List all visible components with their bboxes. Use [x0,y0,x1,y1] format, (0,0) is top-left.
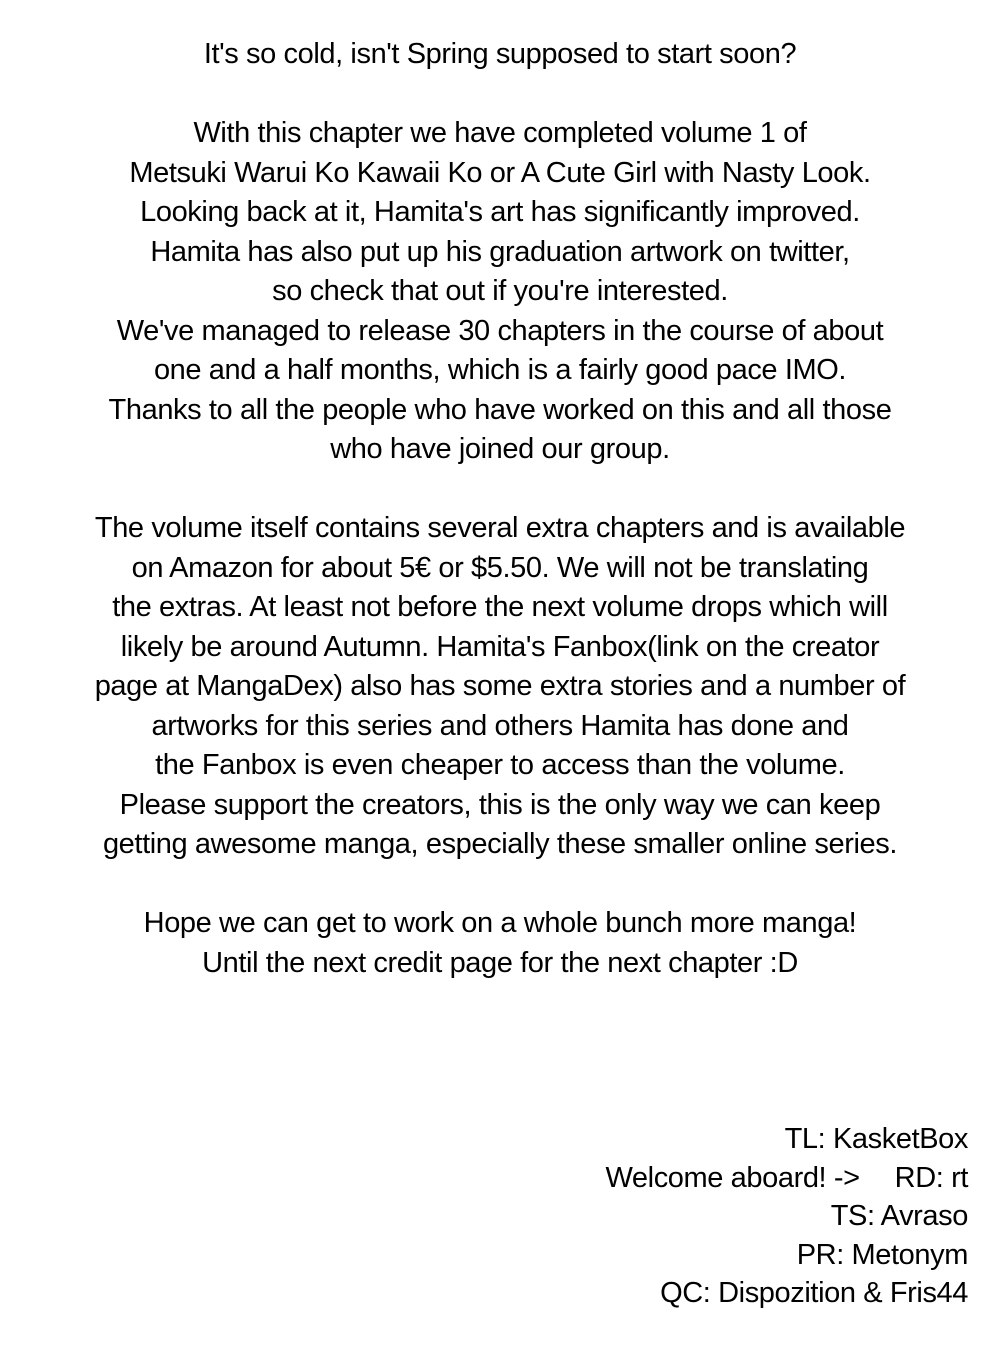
text-line: likely be around Autumn. Hamita's Fanbox(link on the creator [120,630,880,663]
credit-rd: RD: rt [894,1161,968,1194]
spacer [0,865,1000,905]
text-line: Hamita has also put up his graduation artwork on twitter, [150,235,850,268]
text-line: We've managed to release 30 chapters in the course of about [116,314,884,347]
text-line: the extras. At least not before the next volume drops which will [112,591,888,623]
text-line: The volume itself contains several extra chapters and is available [94,512,906,544]
text-line: so check that out if you're interested. [272,275,728,307]
closing-paragraph [0,904,1000,983]
text-line: who have joined our group. [330,433,670,465]
text-line: the Fanbox is even cheaper to access than the volume. [155,749,845,781]
text-line: Until the next credit page for the next chapter :D [202,946,798,979]
text-line: artworks for this series and others Hamita has done and [151,709,849,742]
credit-rd-line [605,1159,968,1198]
credit-tl: TL: KasketBox [784,1123,968,1155]
credit-qc: QC: Dispozition & Fris44 [660,1277,968,1309]
text-line: one and a half months, which is a fairly good pace IMO. [153,354,847,386]
spacer [0,75,1000,115]
support-paragraph [0,509,1000,865]
text-line: Looking back at it, Hamita's art has significantly improved. [140,196,860,228]
text-line: Please support the creators, this is the only way we can keep [119,788,881,821]
welcome-note: Welcome aboard! -> [605,1161,860,1194]
text-line: page at MangaDex) also has some extra stories and a number of [94,670,906,702]
credit-pr: PR: Metonym [796,1238,968,1271]
text-line: Thanks to all the people who have worked on this and all those [108,393,892,426]
credit-page-text [0,35,1000,983]
text-line: Metsuki Warui Ko Kawaii Ko or A Cute Girl with Nasty Look. [129,156,871,189]
text-line: Hope we can get to work on a whole bunch more manga! [143,907,857,939]
credits-block [605,1120,968,1313]
credit-ts: TS: Avraso [830,1200,968,1232]
spacer [0,470,1000,510]
text-line: getting awesome manga, especially these smaller online series. [102,828,898,860]
text-line: With this chapter we have completed volume 1 of [193,117,807,149]
intro-line: It's so cold, isn't Spring supposed to start soon? [203,38,797,70]
text-line: on Amazon for about 5€ or $5.50. We will not be translating [131,551,869,584]
volume-paragraph [0,114,1000,470]
